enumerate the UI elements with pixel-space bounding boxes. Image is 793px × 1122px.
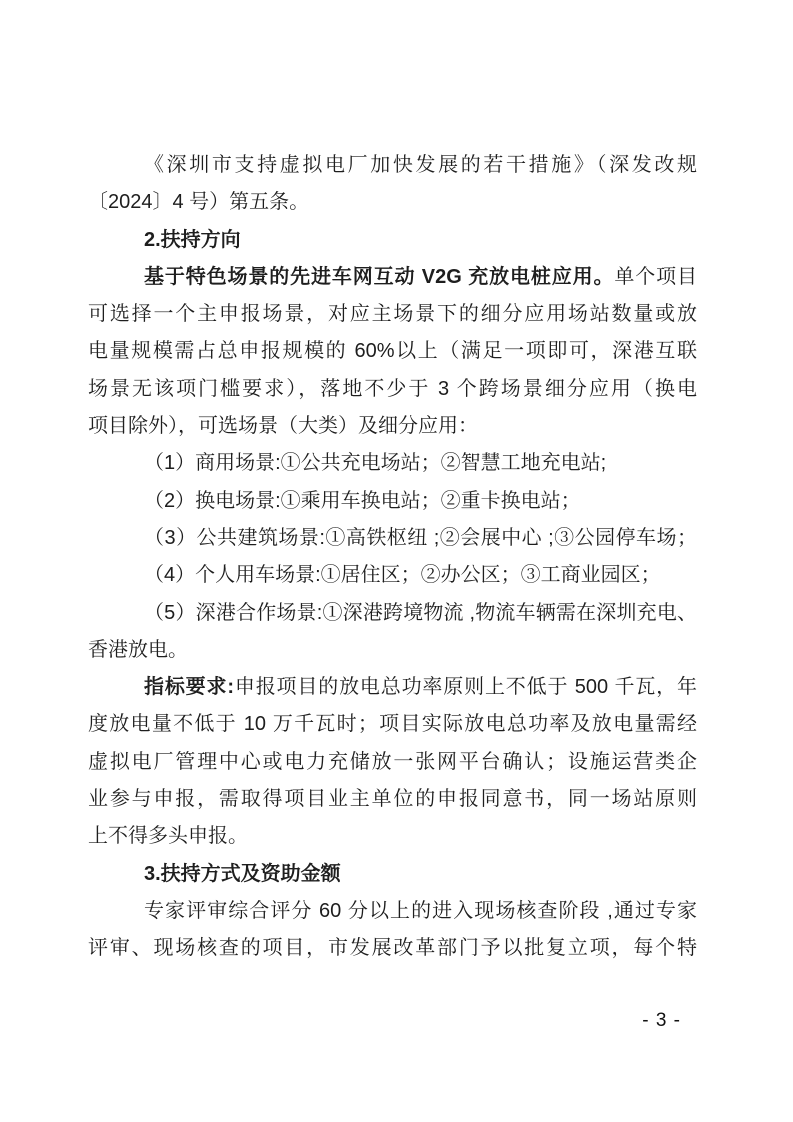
text-segment: 〔2024〕4 号）第五条。 — [88, 191, 310, 214]
section-heading — [88, 856, 697, 893]
text-line — [88, 557, 697, 594]
text-segment: 香港放电。 — [88, 638, 188, 661]
bold-text-segment: 2.扶持方向 — [144, 228, 241, 251]
text-segment: 项目除外），可选场景（大类）及细分应用： — [88, 415, 478, 438]
text-line — [88, 893, 697, 930]
text-segment: （2）换电场景:①乘用车换电站；②重卡换电站； — [144, 489, 581, 512]
text-line — [88, 706, 697, 743]
text-line — [88, 483, 697, 520]
text-segment: 申报项目的放电总功率原则上不低于 500 千瓦，年 — [234, 676, 697, 699]
bold-text-segment: 3.扶持方式及资助金额 — [144, 862, 341, 885]
text-line — [88, 184, 697, 221]
text-segment: 虚拟电厂管理中心或电力充储放一张网平台确认；设施运营类企 — [88, 750, 697, 773]
text-segment: 《深圳市支持虚拟电厂加快发展的若干措施》（深发改规 — [144, 154, 697, 176]
text-segment: 电量规模需占总申报规模的 60%以上（满足一项即可，深港互联 — [88, 340, 697, 363]
bold-text-segment: 指标要求: — [144, 676, 235, 699]
text-line — [88, 445, 697, 482]
text-line — [88, 333, 697, 370]
text-segment: （1）商用场景:①公共充电场站；②智慧工地充电站; — [144, 452, 607, 475]
text-segment: 专家评审综合评分 60 分以上的进入现场核查阶段 ,通过专家 — [144, 899, 697, 922]
text-line — [88, 520, 697, 557]
text-line — [88, 930, 697, 967]
text-segment: 评审、现场核查的项目，市发展改革部门予以批复立项，每个特 — [88, 937, 697, 960]
text-line — [88, 259, 697, 296]
text-segment: （3）公共建筑场景:①高铁枢纽 ;②会展中心 ;③公园停车场； — [144, 526, 697, 549]
text-line — [88, 744, 697, 781]
text-line — [88, 408, 697, 445]
section-heading — [88, 222, 697, 259]
text-segment: （4）个人用车场景:①居住区；②办公区；③工商业园区； — [144, 564, 661, 587]
text-line — [88, 818, 697, 855]
text-segment: 可选择一个主申报场景，对应主场景下的细分应用场站数量或放 — [88, 303, 697, 326]
text-segment: 上不得多头申报。 — [88, 825, 248, 848]
text-line — [88, 595, 697, 632]
document-body — [88, 147, 697, 968]
text-segment: （5）深港合作场景:①深港跨境物流 ,物流车辆需在深圳充电、 — [144, 601, 697, 624]
text-line — [88, 781, 697, 818]
text-line — [88, 669, 697, 706]
page-number: - 3 - — [642, 1010, 681, 1031]
text-line — [88, 147, 697, 184]
text-segment: 度放电量不低于 10 万千瓦时；项目实际放电总功率及放电量需经 — [88, 713, 697, 736]
text-line — [88, 371, 697, 408]
text-line — [88, 296, 697, 333]
text-line — [88, 632, 697, 669]
text-segment: 业参与申报，需取得项目业主单位的申报同意书，同一场站原则 — [88, 788, 697, 811]
text-segment: 单个项目 — [614, 265, 697, 288]
text-segment: 场景无该项门槛要求），落地不少于 3 个跨场景细分应用（换电 — [88, 377, 697, 400]
bold-text-segment: 基于特色场景的先进车网互动 V2G 充放电桩应用。 — [144, 265, 615, 288]
